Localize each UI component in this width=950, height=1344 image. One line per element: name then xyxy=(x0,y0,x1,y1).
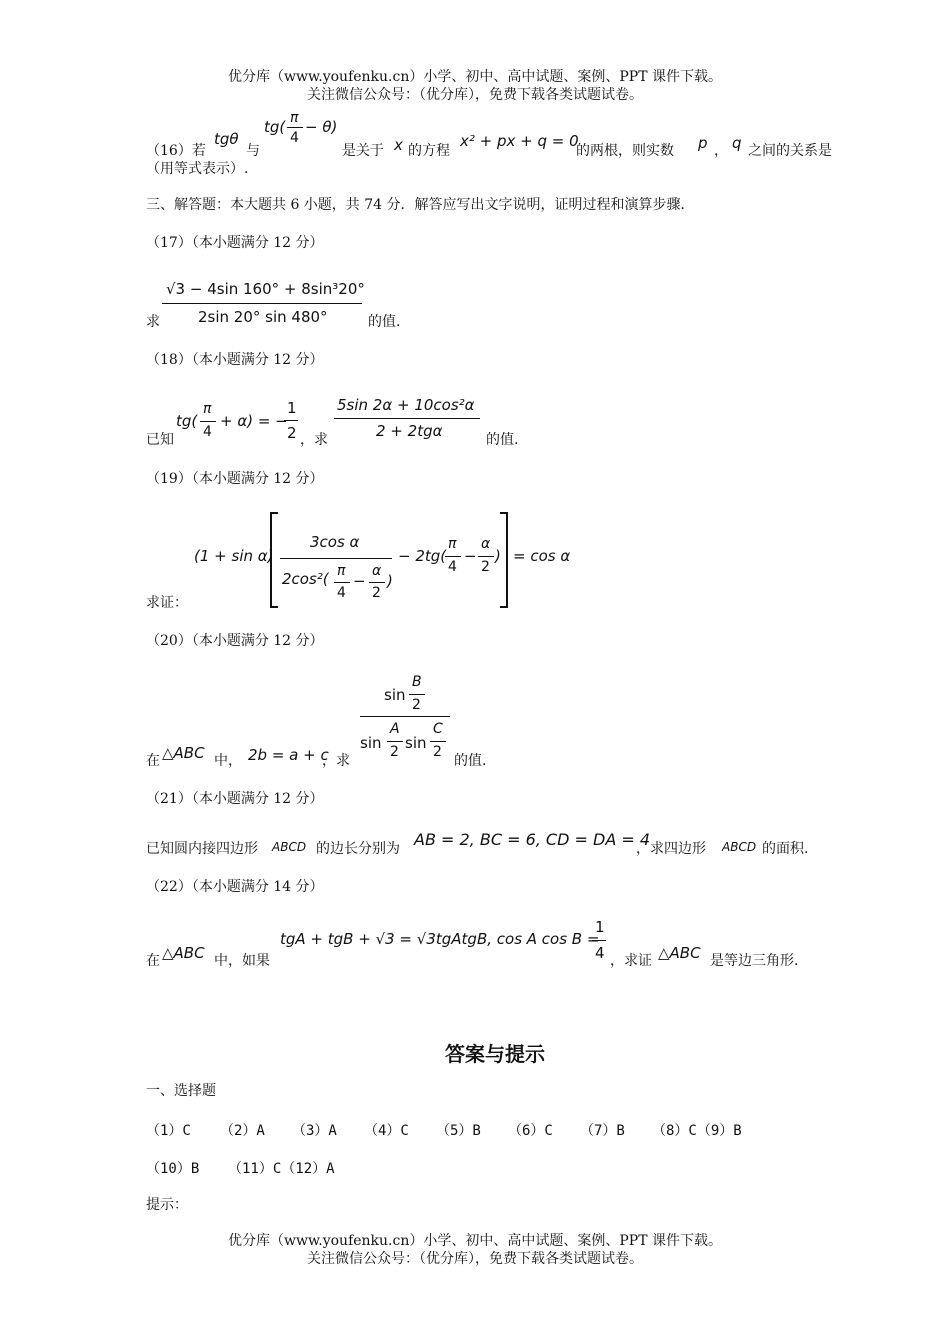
q16-tg-right: − θ) xyxy=(305,118,338,136)
q17-denominator: 2sin 20° sin 480° xyxy=(198,308,328,326)
q19-den-alpha: α xyxy=(372,563,382,579)
q20-num-bar xyxy=(409,694,425,695)
q18-frac2-bar xyxy=(284,420,298,421)
q22-label: （22）（本小题满分 14 分） xyxy=(146,879,324,895)
q16-equation: x² + px + q = 0 xyxy=(460,132,579,150)
q21-text2: 的边长分别为 xyxy=(316,841,400,857)
section-3-heading: 三、解答题：本大题共 6 小题，共 74 分．解答应写出文字说明，证明过程和演算步骤． xyxy=(146,197,695,213)
q22-one: 1 xyxy=(595,918,605,936)
q18-two: 2 xyxy=(287,424,297,442)
answers-section-1: 一、选择题 xyxy=(146,1083,216,1099)
q16-tail: 的两根，则实数 xyxy=(576,143,674,159)
q19-right-bracket xyxy=(500,512,508,608)
answers-title: 答案与提示 xyxy=(445,1042,545,1066)
q19-m-frac2-bar xyxy=(478,556,494,557)
q19-m-frac1-bar xyxy=(445,556,461,557)
q16-x: x xyxy=(394,136,403,154)
q19-den-frac2-bar xyxy=(369,582,385,583)
q19-den-two: 2 xyxy=(372,585,381,601)
q18-one: 1 xyxy=(287,399,297,417)
answer-item: （3）A xyxy=(292,1123,337,1139)
q16-q: q xyxy=(732,134,742,152)
q20-num-2: 2 xyxy=(412,697,421,713)
q19-den-a: 2cos²( xyxy=(282,570,329,588)
answer-item: （5）B xyxy=(436,1123,481,1139)
q18-yizhi: 已知 xyxy=(146,432,174,448)
q17-qiu: 求 xyxy=(146,314,160,330)
q19-m-minus: − xyxy=(464,547,477,565)
q20-den-bar2 xyxy=(430,741,446,742)
q21-label: （21）（本小题满分 12 分） xyxy=(146,791,324,807)
footer-line-1: 优分库（www.youfenku.cn）小学、初中、高中试题、案例、PPT 课件下载。 xyxy=(227,1233,722,1249)
q16-line2: （用等式表示）. xyxy=(146,161,249,177)
q16-frac-bar xyxy=(287,127,303,128)
q18-numerator: 5sin 2α + 10cos²α xyxy=(337,396,475,414)
q19-den-minus: − xyxy=(353,572,366,590)
answer-item: （1）C xyxy=(146,1123,191,1139)
q19-m-four: 4 xyxy=(448,559,457,575)
q18-label: （18）（本小题满分 12 分） xyxy=(146,352,324,368)
q16-prefix: （16）若 xyxy=(146,143,206,159)
answers-hint: 提示： xyxy=(146,1197,188,1213)
q21-text3: ，求四边形 xyxy=(636,841,706,857)
q16-four: 4 xyxy=(290,130,299,146)
q19-den-four: 4 xyxy=(337,585,346,601)
q22-triangle-2: △ABC xyxy=(658,944,701,962)
q21-abcd-2: ABCD xyxy=(722,840,757,854)
answer-item: （7）B xyxy=(580,1123,625,1139)
q19-den-pi: π xyxy=(337,563,346,579)
q20-den-2a: 2 xyxy=(390,744,399,760)
q18-qiu: ，求 xyxy=(300,432,328,448)
q20-zhong: 中， xyxy=(214,753,242,769)
q19-rhs: = cos α xyxy=(513,547,571,565)
q16-comma: ， xyxy=(714,143,728,159)
q20-den-C: C xyxy=(433,721,443,737)
footer-line-2: 关注微信公众号：（优分库），免费下载各类试题试卷。 xyxy=(307,1251,643,1267)
q18-frac3-bar xyxy=(334,418,480,419)
q20-den-2b: 2 xyxy=(433,744,442,760)
q19-m-alpha: α xyxy=(481,536,491,552)
q17-tail: 的值. xyxy=(368,314,401,330)
q19-den-close: ) xyxy=(387,572,393,590)
answer-item: （2）A xyxy=(220,1123,265,1139)
q19-lhs: (1 + sin α) xyxy=(194,547,274,565)
q19-numerator: 3cos α xyxy=(310,533,360,551)
q17-frac-bar xyxy=(162,303,362,304)
answer-item: （8）C（9）B xyxy=(652,1123,742,1139)
q18-lhs-a: tg( xyxy=(176,412,198,430)
q22-four: 4 xyxy=(595,944,605,962)
q22-tail1: ，求证 xyxy=(610,953,652,969)
q20-tail: 的值. xyxy=(454,753,487,769)
q20-den-bar1 xyxy=(387,741,403,742)
q18-lhs-four: 4 xyxy=(203,424,212,440)
header-line-1: 优分库（www.youfenku.cn）小学、初中、高中试题、案例、PPT 课件下载。 xyxy=(227,69,722,85)
q22-triangle: △ABC xyxy=(162,944,205,962)
q20-label: （20）（本小题满分 12 分） xyxy=(146,633,324,649)
q20-qiu: ，求 xyxy=(322,753,350,769)
q16-tail2: 之间的关系是 xyxy=(748,143,832,159)
answer-item: （4）C xyxy=(364,1123,409,1139)
q16-pi: π xyxy=(290,110,299,126)
q20-condition: 2b = a + c xyxy=(248,746,329,764)
q20-num-sin: sin xyxy=(384,686,406,704)
q16-tg-left: tg( xyxy=(264,118,286,136)
answer-item: （6）C xyxy=(508,1123,553,1139)
answer-item: （11）C（12）A xyxy=(228,1161,335,1177)
q20-num-B: B xyxy=(412,674,422,690)
q22-tail2: 是等边三角形. xyxy=(710,953,799,969)
q17-numerator: √3 − 4sin 160° + 8sin³20° xyxy=(166,280,365,298)
q19-left-bracket xyxy=(270,512,278,608)
q17-label: （17）（本小题满分 12 分） xyxy=(146,235,324,251)
q19-main-frac-bar xyxy=(280,558,392,559)
q22-frac-bar xyxy=(592,940,606,941)
q16-p: p xyxy=(698,134,708,152)
q19-mid: − 2tg( xyxy=(398,547,447,565)
q20-triangle: △ABC xyxy=(162,744,205,762)
q19-m-two: 2 xyxy=(481,559,490,575)
q21-abcd-1: ABCD xyxy=(272,840,307,854)
q21-text1: 已知圆内接四边形 xyxy=(146,841,258,857)
q19-m-pi: π xyxy=(448,536,457,552)
q16-eq-text: 的方程 xyxy=(408,143,450,159)
q18-frac1-bar xyxy=(200,421,216,422)
q20-zai: 在 xyxy=(146,753,160,769)
q16-mid: 是关于 xyxy=(342,143,384,159)
q20-main-frac-bar xyxy=(360,716,450,717)
q20-den-A: A xyxy=(390,721,400,737)
q16-tg-theta: tgθ xyxy=(214,130,239,148)
q20-den-sin1: sin xyxy=(360,734,382,752)
q20-den-sin2: sin xyxy=(405,734,427,752)
q18-tail: 的值. xyxy=(486,432,519,448)
q22-condition: tgA + tgB + √3 = √3tgAtgB, cos A cos B = xyxy=(280,930,600,948)
q19-label: （19）（本小题满分 12 分） xyxy=(146,471,324,487)
q21-text4: 的面积. xyxy=(762,841,809,857)
q22-zhong: 中，如果 xyxy=(214,953,270,969)
q18-lhs-b: + α) = − xyxy=(220,412,288,430)
q22-zai: 在 xyxy=(146,953,160,969)
header-line-2: 关注微信公众号：（优分库），免费下载各类试题试卷。 xyxy=(307,87,643,103)
q18-lhs-pi: π xyxy=(203,401,212,417)
q16-yu: 与 xyxy=(246,143,260,159)
q19-m-close: ) xyxy=(495,547,501,565)
q18-denominator: 2 + 2tgα xyxy=(376,422,443,440)
q19-den-frac1-bar xyxy=(334,582,350,583)
answer-item: （10）B xyxy=(146,1161,200,1177)
q19-qiuzheng: 求证： xyxy=(146,595,188,611)
q21-sides: AB = 2, BC = 6, CD = DA = 4 xyxy=(414,830,651,849)
